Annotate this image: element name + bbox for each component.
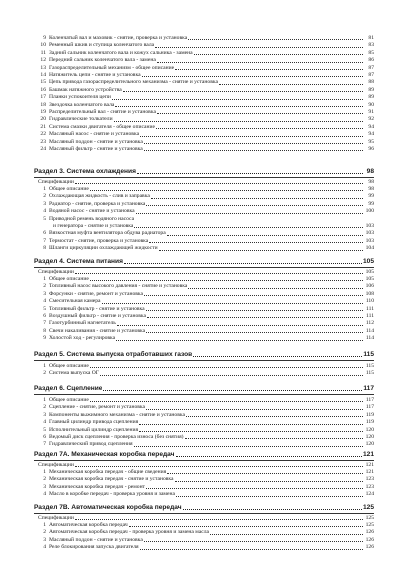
- entry-page-number: 120: [365, 441, 374, 448]
- section-heading: [34, 167, 374, 176]
- toc-entry: [38, 476, 374, 483]
- section-heading: [34, 257, 374, 266]
- toc-entry: [38, 208, 374, 215]
- toc-entry: [38, 116, 374, 123]
- entry-number: 6: [43, 434, 46, 440]
- dot-leader: [175, 481, 363, 482]
- entry-number: 1: [43, 186, 46, 192]
- entry-title: Цепь привода газораспределительного механизма - снятие и установка: [49, 79, 218, 86]
- dot-leader: [157, 62, 363, 63]
- toc-entry: [38, 484, 374, 491]
- entry-page-number: 98: [368, 179, 374, 185]
- entry-number: 1: [43, 469, 46, 475]
- entry-title: Исполнительный цилиндр сцепления: [49, 426, 139, 433]
- entry-title: Термостат - снятие, проверка и установка: [49, 237, 149, 244]
- dot-leader: [219, 84, 363, 85]
- entry-page-number: 114: [365, 335, 374, 342]
- toc-entry: [38, 537, 374, 544]
- dot-leader: [146, 310, 363, 311]
- section-heading: [34, 450, 374, 459]
- entry-title: Ременный шкив и ступица коленчатого вала: [49, 42, 155, 49]
- dot-leader: [137, 173, 363, 174]
- toc-entry: [38, 193, 374, 200]
- dot-leader: [144, 143, 363, 144]
- dot-leader: [123, 91, 363, 92]
- entry-number: 2: [43, 193, 46, 200]
- entry-number: 1: [43, 276, 46, 282]
- entry-title: Система смазки двигателя - общее описание: [49, 123, 155, 130]
- entry-title: Сцепление - снятие, ремонт и установка: [49, 404, 146, 411]
- entry-number: 4: [43, 298, 46, 305]
- dot-leader: [116, 340, 363, 341]
- dot-leader: [188, 39, 363, 40]
- section-page-number: 98: [366, 168, 374, 175]
- entry-page-number: 83: [368, 42, 374, 49]
- entry-title: Охлаждающая жидкость - слив и заправка: [49, 193, 150, 200]
- entry-number: 3: [43, 536, 46, 543]
- entry-number: 15: [40, 79, 46, 86]
- toc-entry: [38, 50, 374, 57]
- entry-title: Гидравлические толкатели: [49, 116, 113, 123]
- entry-number: 3: [43, 290, 46, 297]
- entry-page-number: 123: [365, 476, 374, 483]
- entry-title: и генератора - снятие и установка: [53, 223, 134, 229]
- specifications-entry: [38, 515, 374, 522]
- dot-leader: [90, 401, 363, 402]
- toc-entry: [38, 42, 374, 49]
- entry-number: 2: [43, 370, 46, 377]
- entry-number: 16: [40, 86, 46, 93]
- entry-title: Механическая коробка передач - снятие и установка: [49, 476, 174, 483]
- entry-page-number: 104: [365, 245, 374, 252]
- toc-entry: [38, 201, 374, 208]
- toc-entry: [38, 283, 374, 290]
- toc-entry: [38, 94, 374, 101]
- entry-title: Холостой ход - регулировка: [49, 335, 116, 342]
- entry-title: Задний сальник коленчатого вала и кожух сальника - замена: [49, 49, 193, 56]
- entry-title: Водяной насос - снятие и установка: [49, 208, 135, 215]
- entry-page-number: 81: [368, 35, 374, 41]
- section-title: Раздел 3. Система охлаждения: [34, 168, 136, 175]
- entry-page-number: 103: [365, 237, 374, 244]
- dot-leader: [159, 250, 363, 251]
- entry-number: 3: [43, 483, 46, 490]
- dot-leader: [100, 375, 363, 376]
- entry-page-number: 92: [368, 116, 374, 123]
- entry-page-number: 86: [368, 57, 374, 64]
- entry-page-number: 121: [365, 462, 374, 468]
- toc-entry: [38, 328, 374, 335]
- dot-leader: [103, 390, 362, 391]
- dot-leader: [115, 106, 363, 107]
- entry-page-number: 98: [368, 186, 374, 192]
- entry-page-number: 111: [366, 305, 374, 312]
- entry-title: Вязкостная муфта вентилятора обдува радиатора: [49, 230, 166, 237]
- section-title: Раздел 7А. Механическая коробка передач: [34, 451, 175, 458]
- entry-page-number: 90: [368, 101, 374, 108]
- entry-page-number: 117: [365, 404, 374, 411]
- dot-leader: [134, 227, 363, 228]
- entry-title: Масляный поддон - снятие и установка: [49, 536, 143, 543]
- specifications-entry: [38, 462, 374, 469]
- entry-page-number: 94: [368, 131, 374, 138]
- dot-leader: [151, 198, 363, 199]
- toc-entry: [38, 419, 374, 426]
- dot-leader: [144, 150, 363, 151]
- dot-leader: [147, 317, 363, 318]
- dot-leader: [142, 76, 363, 77]
- entry-title: Реле блокирования запуска двигателя: [49, 544, 139, 551]
- entry-number: 21: [40, 123, 46, 130]
- toc-entry: [38, 245, 374, 252]
- entry-page-number: 89: [368, 86, 374, 93]
- dot-leader: [75, 273, 363, 274]
- entry-number: 3: [43, 411, 46, 418]
- dot-leader: [140, 549, 363, 550]
- entry-number: 12: [40, 57, 46, 64]
- entry-page-number: 100: [365, 208, 374, 215]
- entry-number: 8: [43, 327, 46, 334]
- entry-page-number: 115: [365, 370, 374, 377]
- entry-title: Общее описание: [49, 276, 89, 282]
- toc-entry: [38, 412, 374, 419]
- entry-page-number: 99: [368, 200, 374, 207]
- section-rule: [34, 460, 374, 461]
- entry-title: Механическая коробка передач - общие сведения: [49, 469, 167, 475]
- entry-number: 7: [43, 320, 46, 327]
- entry-title: Форсунки - снятие, ремонт и установка: [49, 290, 144, 297]
- entry-title: Звездочка коленчатого вала: [49, 101, 115, 108]
- dot-leader: [175, 69, 363, 70]
- entry-page-number: 105: [365, 269, 374, 275]
- toc-entry: [38, 434, 374, 441]
- entry-page-number: 111: [366, 313, 374, 319]
- dot-leader: [188, 288, 363, 289]
- entry-number: 4: [43, 491, 46, 498]
- section-page-number: 125: [362, 504, 374, 511]
- dot-leader: [186, 416, 363, 417]
- toc-entry: [38, 491, 374, 498]
- entry-page-number: 121: [365, 469, 374, 475]
- section-page-number: 117: [363, 385, 374, 392]
- section-heading: [34, 503, 374, 512]
- section-title: Раздел 5. Система выпуска отработавших газов: [34, 351, 193, 358]
- section-heading: [34, 350, 374, 359]
- entry-page-number: 125: [365, 522, 374, 528]
- toc-entry: [38, 57, 374, 64]
- toc-entry: [38, 544, 374, 551]
- entry-title: Гидравлический привод сцепления: [49, 441, 133, 448]
- entry-title: Топливный фильтр - снятие и установка: [49, 305, 145, 312]
- entry-page-number: 120: [365, 434, 374, 440]
- entry-number: 5: [43, 305, 46, 312]
- toc-entry: [38, 276, 374, 283]
- entry-title: Спецификации: [38, 179, 74, 185]
- dot-leader: [75, 183, 363, 184]
- entry-title: Шланги циркуляции охлаждающей жидкости: [49, 245, 158, 252]
- dot-leader: [183, 509, 362, 510]
- entry-page-number: 108: [365, 290, 374, 297]
- section-rule: [34, 394, 374, 395]
- entry-page-number: 117: [365, 397, 374, 403]
- specifications-entry: [38, 179, 374, 186]
- toc-entry: [38, 109, 374, 116]
- entry-title: Газораспределительный механизм - общее описание: [49, 64, 175, 71]
- entry-title: Автоматическая коробка передач - проверка уровня и замена масла: [49, 529, 210, 536]
- toc-entry: [42, 223, 374, 230]
- entry-page-number: 115: [365, 363, 374, 369]
- entry-page-number: 125: [365, 515, 374, 521]
- dot-leader: [144, 541, 363, 542]
- entry-title: Передний сальник коленчатого вала - замена: [49, 57, 156, 64]
- entry-page-number: 126: [365, 544, 374, 551]
- entry-title: Система выпуска ОГ: [49, 370, 99, 377]
- entry-title: Общее описание: [49, 186, 89, 192]
- entry-number: 2: [43, 283, 46, 290]
- entry-page-number: 119: [365, 419, 374, 426]
- toc-entry: [38, 469, 374, 476]
- toc-entry: [38, 306, 374, 313]
- section-page-number: 115: [363, 351, 374, 358]
- toc-entry: [38, 35, 374, 42]
- dot-leader: [140, 136, 363, 137]
- entry-page-number: 89: [368, 94, 374, 101]
- entry-title: Масляный поддон - снятие и установка: [49, 138, 143, 145]
- toc-entry: [38, 291, 374, 298]
- entry-title: Масло в коробке передач - проверка уровня и замена: [49, 491, 175, 498]
- dot-leader: [75, 466, 363, 467]
- dot-leader: [146, 332, 363, 333]
- entry-page-number: 120: [365, 426, 374, 433]
- dot-leader: [146, 488, 363, 489]
- entry-title: Общее описание: [49, 397, 89, 403]
- entry-page-number: 88: [368, 79, 374, 86]
- section-rule: [34, 360, 374, 361]
- entry-number: 18: [40, 101, 46, 108]
- entry-page-number: 106: [365, 283, 374, 290]
- entry-number: 1: [43, 397, 46, 403]
- toc-entry: [38, 124, 374, 131]
- entry-title: Главный цилиндр привода сцепления: [49, 419, 139, 426]
- entry-number: 7: [43, 237, 46, 244]
- entry-number: 2: [43, 529, 46, 536]
- dot-leader: [144, 295, 363, 296]
- entry-number: 1: [43, 363, 46, 369]
- section-rule: [34, 267, 374, 268]
- dot-leader: [129, 526, 363, 527]
- entry-number: 3: [43, 200, 46, 207]
- section-title: Раздел 6. Сцепление: [34, 385, 103, 392]
- entry-page-number: 110: [365, 298, 374, 305]
- dot-leader: [146, 409, 363, 410]
- entry-page-number: 91: [368, 109, 374, 115]
- entry-number: 11: [40, 49, 46, 56]
- entry-number: 13: [40, 64, 46, 71]
- dot-leader: [90, 280, 363, 281]
- entry-page-number: 99: [368, 193, 374, 200]
- entry-page-number: 94: [368, 123, 374, 130]
- toc-entry: [38, 441, 374, 448]
- entry-title: Спецификации: [38, 269, 74, 275]
- entry-title: Коленчатый вал и маховик - снятие, проверка и установка: [49, 35, 188, 41]
- entry-number: 9: [43, 35, 46, 41]
- section-page-number: 121: [362, 451, 374, 458]
- toc-entry: [38, 131, 374, 138]
- entry-title: Воздушный фильтр - снятие и установка: [49, 313, 147, 319]
- dot-leader: [155, 47, 363, 48]
- dot-leader: [139, 431, 363, 432]
- toc-entry: [38, 146, 374, 153]
- dot-leader: [176, 496, 363, 497]
- entry-page-number: 85: [368, 49, 374, 56]
- entry-number: 17: [40, 94, 46, 101]
- entry-title: Компоненты выжимного механизма - снятие и установка: [49, 411, 185, 418]
- entry-page-number: 124: [365, 491, 374, 498]
- entry-title: Спецификации: [38, 515, 74, 521]
- entry-number: 24: [40, 146, 46, 152]
- entry-page-number: 126: [365, 536, 374, 543]
- entry-number: 6: [43, 230, 46, 237]
- entry-title: Ведомый диск сцепления - проверка износа (без снятия): [49, 434, 184, 440]
- toc-entry: [38, 238, 374, 245]
- entry-page-number: 105: [365, 276, 374, 282]
- entry-title: Натяжитель цепи - снятие и установка: [49, 72, 141, 78]
- dot-leader: [139, 424, 363, 425]
- toc-entry: [38, 529, 374, 536]
- entry-number: 19: [40, 109, 46, 115]
- entry-title: Планки успокоителя цепи: [49, 94, 111, 101]
- entry-title: Газотурбинный нагнетатель: [49, 320, 116, 327]
- toc-entry: [38, 230, 374, 237]
- dot-leader: [112, 99, 363, 100]
- entry-page-number: 126: [365, 529, 374, 536]
- entry-number: 4: [43, 208, 46, 215]
- toc-entry: [38, 427, 374, 434]
- entry-number: 5: [43, 215, 46, 222]
- toc-entry: [38, 298, 374, 305]
- entry-title: Приводной ремень водяного насоса: [49, 215, 135, 222]
- toc-entry: [38, 397, 374, 404]
- entry-page-number: 103: [365, 223, 374, 229]
- section-rule: [34, 513, 374, 514]
- entry-title: Общее описание: [49, 363, 89, 369]
- entry-title: Автоматическая коробка передач: [49, 522, 128, 528]
- section-title: Раздел 4. Система питания: [34, 258, 123, 265]
- entry-number: 4: [43, 419, 46, 426]
- dot-leader: [156, 128, 363, 129]
- toc-entry: [38, 404, 374, 411]
- dot-leader: [167, 235, 363, 236]
- toc-entry: [38, 320, 374, 327]
- dot-leader: [210, 534, 363, 535]
- entry-number: 5: [43, 426, 46, 433]
- dot-leader: [193, 356, 362, 357]
- entry-number: 6: [43, 313, 46, 319]
- toc-entry: [38, 186, 374, 193]
- section-rule: [34, 177, 374, 178]
- toc-entry: [38, 370, 374, 377]
- entry-number: 7: [43, 441, 46, 448]
- entry-page-number: 87: [368, 64, 374, 71]
- entry-title: Топливный насос высокого давления - снятие и установка: [49, 283, 188, 290]
- toc-entry: [38, 216, 374, 223]
- entry-title: Свечи накаливания - снятие и установка: [49, 327, 146, 334]
- entry-number: 23: [40, 138, 46, 145]
- toc-entry: [38, 313, 374, 320]
- dot-leader: [134, 446, 363, 447]
- dot-leader: [146, 205, 363, 206]
- entry-page-number: 95: [368, 138, 374, 145]
- entry-number: 22: [40, 131, 46, 138]
- entry-number: 14: [40, 72, 46, 78]
- dot-leader: [167, 473, 363, 474]
- entry-number: 9: [43, 335, 46, 342]
- entry-page-number: 103: [365, 230, 374, 237]
- toc-entry: [38, 65, 374, 72]
- toc-entry: [38, 363, 374, 370]
- dot-leader: [117, 325, 363, 326]
- entry-title: Башмак натяжного устройства: [49, 86, 122, 93]
- entry-title: Распределительный вал - снятие и установка: [49, 109, 156, 115]
- entry-number: 10: [40, 42, 46, 49]
- entry-number: 20: [40, 116, 46, 123]
- dot-leader: [149, 242, 363, 243]
- toc-entry: [38, 79, 374, 86]
- dot-leader: [102, 303, 363, 304]
- entry-title: Радиатор - снятие, проверка и установка: [49, 200, 146, 207]
- dot-leader: [185, 438, 363, 439]
- dot-leader: [176, 456, 362, 457]
- dot-leader: [90, 367, 363, 368]
- section-page-number: 105: [362, 258, 374, 265]
- entry-page-number: 112: [365, 320, 374, 327]
- entry-page-number: 96: [368, 146, 374, 152]
- entry-title: Смесительная камера: [49, 298, 101, 305]
- entry-page-number: 87: [368, 72, 374, 78]
- dot-leader: [136, 213, 363, 214]
- entry-page-number: 119: [365, 411, 374, 418]
- dot-leader: [114, 121, 363, 122]
- entry-number: 8: [43, 245, 46, 252]
- toc-entry: [38, 87, 374, 94]
- toc-entry: [38, 522, 374, 529]
- entry-title: Механическая коробка передач - ремонт: [49, 483, 146, 490]
- toc-entry: [38, 139, 374, 146]
- entry-title: Масляный насос - снятие и установка: [49, 131, 140, 138]
- dot-leader: [157, 113, 363, 114]
- entry-page-number: 123: [365, 483, 374, 490]
- entry-number: 1: [43, 522, 46, 528]
- specifications-entry: [38, 269, 374, 276]
- entry-number: 2: [43, 404, 46, 411]
- section-title: Раздел 7В. Автоматическая коробка передач: [34, 504, 182, 511]
- dot-leader: [194, 54, 363, 55]
- dot-leader: [124, 263, 362, 264]
- dot-leader: [75, 519, 363, 520]
- dot-leader: [90, 190, 363, 191]
- toc-entry: [38, 72, 374, 79]
- toc-entry: [38, 102, 374, 109]
- toc-entry: [38, 335, 374, 342]
- entry-title: Масляный фильтр - снятие и установка: [49, 146, 143, 152]
- entry-page-number: 114: [365, 327, 374, 334]
- entry-number: 4: [43, 544, 46, 551]
- section-heading: [34, 384, 374, 393]
- entry-number: 2: [43, 476, 46, 483]
- entry-title: Спецификации: [38, 462, 74, 468]
